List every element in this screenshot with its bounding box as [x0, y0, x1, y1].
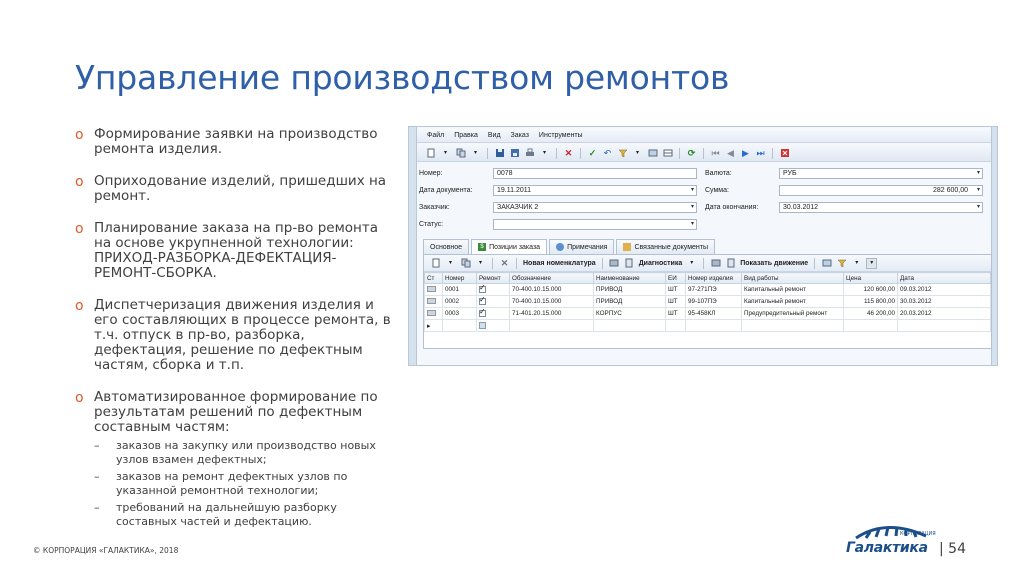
delete-icon[interactable]: ✕	[500, 257, 509, 268]
serial-cell[interactable]: 97-271ПЭ	[686, 284, 742, 296]
bullet-item	[75, 390, 395, 532]
chevron-down-icon[interactable]: ▾	[976, 187, 980, 193]
sum-label: Сумма:	[705, 187, 729, 194]
dispatch-icon[interactable]	[609, 258, 620, 269]
toolbar-separator	[703, 148, 704, 159]
move-icon[interactable]	[710, 258, 721, 269]
bullet-mark: o	[75, 390, 84, 406]
close-icon[interactable]	[779, 148, 790, 159]
number-field[interactable]: 0078	[493, 168, 697, 179]
tab-label: Позиции заказа	[489, 243, 541, 251]
empty-cell[interactable]	[477, 320, 510, 332]
menu-edit[interactable]: Правка	[454, 132, 478, 139]
empty-cell[interactable]	[443, 320, 477, 332]
status-field[interactable]	[493, 219, 697, 230]
new-nomenclature-button[interactable]: Новая номенклатура	[523, 259, 596, 267]
toolbar-separator	[492, 258, 493, 269]
status-cell	[425, 284, 443, 296]
toolbar-separator	[516, 258, 517, 269]
status-label: Статус:	[419, 221, 444, 228]
toolbar-separator	[814, 258, 815, 269]
toolbar-separator	[679, 148, 680, 159]
table-header-row	[425, 273, 991, 284]
empty-cell[interactable]	[742, 320, 844, 332]
tab-label: Примечания	[567, 243, 608, 251]
tab-label: Основное	[430, 243, 463, 251]
slide-title: Управление производством ремонтов	[75, 58, 730, 97]
sub-mark: –	[94, 439, 100, 452]
code-cell[interactable]: 70-400.10.15.000	[510, 296, 594, 308]
column-header[interactable]: Номер	[443, 273, 477, 284]
status-icon	[427, 310, 436, 316]
chevron-down-icon[interactable]: ▾	[478, 259, 482, 266]
toolbar-separator	[556, 148, 557, 159]
column-header[interactable]: Дата	[898, 273, 991, 284]
sub-mark: –	[94, 470, 100, 483]
name-cell[interactable]: ПРИВОД	[594, 296, 666, 308]
menu-order[interactable]: Заказ	[510, 132, 529, 139]
filter-icon[interactable]	[617, 148, 628, 159]
chevron-down-icon[interactable]: ▾	[690, 204, 694, 210]
tab-linked-documents[interactable]	[616, 239, 715, 254]
linked-documents-icon	[623, 243, 631, 251]
document-icon[interactable]	[624, 258, 635, 269]
logo-text: Галактика	[846, 540, 928, 556]
chevron-down-icon[interactable]: ▾	[635, 149, 639, 156]
price-cell[interactable]: 120 600,00	[844, 284, 898, 296]
sub-mark: –	[94, 501, 100, 514]
toolbar-separator	[772, 148, 773, 159]
bullet-text: Диспетчеризация движения изделия и его составляющих в процессе ремонта, в т.ч. отпуск в пр-во, разборка, дефектация, решение по дефектным частям, сборка и т.п.	[94, 297, 391, 373]
date-field[interactable]	[493, 185, 697, 196]
code-cell[interactable]: 71-401.20.15.000	[510, 308, 594, 320]
customer-field[interactable]	[493, 202, 697, 213]
status-icon	[427, 286, 436, 292]
sub-text: требований на дальнейшую разборку составных частей и дефектацию.	[116, 501, 337, 528]
bullet-mark: o	[75, 221, 84, 237]
serial-cell[interactable]: 99-107ПЭ	[686, 296, 742, 308]
status-icon	[427, 298, 436, 304]
bullet-mark: o	[75, 174, 84, 190]
currency-field[interactable]	[779, 168, 983, 179]
end-date-label: Дата окончания:	[705, 204, 759, 211]
tab-bar	[423, 239, 715, 254]
bullet-item	[75, 298, 395, 373]
toolbar-separator	[703, 258, 704, 269]
table-row[interactable]	[425, 284, 991, 296]
number-cell[interactable]: 0002	[443, 296, 477, 308]
chevron-down-icon[interactable]: ▾	[690, 221, 694, 227]
status-cell	[425, 308, 443, 320]
positions-grid	[423, 254, 992, 349]
approve-icon[interactable]: ✓	[588, 147, 597, 158]
copy-icon[interactable]	[455, 148, 466, 159]
positions-table	[424, 272, 991, 332]
tab-notes[interactable]	[549, 239, 614, 254]
repair-cell[interactable]	[477, 296, 510, 308]
last-record-icon[interactable]: ⏭	[756, 147, 765, 158]
new-document-icon[interactable]	[425, 148, 436, 159]
table-icon[interactable]	[662, 148, 673, 159]
app-window	[408, 126, 998, 366]
chevron-down-icon[interactable]: ▾	[443, 149, 447, 156]
chevron-down-icon[interactable]: ▾	[542, 149, 546, 156]
chevron-down-icon[interactable]: ▾	[690, 259, 694, 266]
new-row-icon[interactable]	[430, 258, 441, 269]
table-row[interactable]	[425, 308, 991, 320]
number-cell[interactable]: 0001	[443, 284, 477, 296]
column-header[interactable]: ЕИ	[666, 273, 686, 284]
save-all-icon[interactable]	[509, 148, 520, 159]
name-cell[interactable]: КОРПУС	[594, 308, 666, 320]
sub-list	[94, 439, 395, 529]
unit-cell[interactable]: ШТ	[666, 296, 686, 308]
unit-cell[interactable]: ШТ	[666, 284, 686, 296]
toolbar-separator	[580, 148, 581, 159]
grid-toolbar	[424, 255, 991, 272]
bullet-item	[75, 174, 395, 204]
menu-tools[interactable]: Инструменты	[538, 132, 583, 139]
chevron-down-icon[interactable]: ▾	[448, 259, 452, 266]
serial-cell[interactable]: 95-458КЛ	[686, 308, 742, 320]
customer-label: Заказчик:	[419, 204, 450, 211]
repair-checkbox[interactable]	[479, 298, 486, 305]
number-label: Номер:	[419, 170, 443, 177]
sum-value: 282 600,00	[932, 187, 968, 194]
column-header[interactable]: Ремонт	[477, 273, 510, 284]
row-pointer-cell: ▸	[425, 320, 443, 332]
previous-record-icon[interactable]: ◀	[727, 147, 734, 158]
menu-bar	[417, 129, 991, 143]
tab-order-positions[interactable]	[471, 239, 547, 254]
currency-label: Валюта:	[705, 170, 732, 177]
undo-icon[interactable]: ↶	[603, 147, 612, 158]
date-label: Дата документа:	[419, 187, 473, 194]
code-cell[interactable]: 70-400.10.15.000	[510, 284, 594, 296]
toolbar-separator	[487, 148, 488, 159]
empty-cell[interactable]	[898, 320, 991, 332]
work-type-cell[interactable]: Предупредительный ремонт	[742, 308, 844, 320]
currency-value: РУБ	[783, 170, 797, 177]
empty-cell[interactable]	[666, 320, 686, 332]
chevron-down-icon[interactable]: ▾	[855, 259, 859, 266]
repair-checkbox[interactable]	[479, 310, 486, 317]
export-icon[interactable]	[821, 258, 832, 269]
footer-copyright: © КОРПОРАЦИЯ «ГАЛАКТИКА», 2018	[33, 546, 179, 555]
empty-cell[interactable]	[844, 320, 898, 332]
table-row[interactable]	[425, 296, 991, 308]
sub-item	[94, 470, 395, 498]
status-cell	[425, 296, 443, 308]
column-header[interactable]: Номер изделия	[686, 273, 742, 284]
bullet-text: Автоматизированное формирование по результатам решений по дефектным составным частям:	[94, 389, 378, 435]
number-cell[interactable]: 0003	[443, 308, 477, 320]
empty-cell[interactable]	[686, 320, 742, 332]
column-header[interactable]: Наименование	[594, 273, 666, 284]
order-form	[417, 164, 991, 236]
tab-main[interactable]	[423, 239, 469, 254]
date-cell[interactable]: 09.03.2012	[898, 284, 991, 296]
filter-icon[interactable]	[836, 258, 847, 269]
work-type-cell[interactable]: Капитальный ремонт	[742, 284, 844, 296]
date-cell[interactable]: 30.03.2012	[898, 296, 991, 308]
repair-checkbox[interactable]	[479, 286, 486, 293]
bullet-item	[75, 127, 395, 157]
column-header[interactable]: Ст	[425, 273, 443, 284]
work-type-cell[interactable]: Капитальный ремонт	[742, 296, 844, 308]
delete-icon[interactable]: ✕	[564, 147, 573, 158]
bullet-mark: o	[75, 298, 84, 314]
refresh-icon[interactable]: ⟳	[687, 147, 696, 158]
name-cell[interactable]: ПРИВОД	[594, 284, 666, 296]
bullet-mark: o	[75, 127, 84, 143]
dollar-icon: $	[478, 243, 486, 251]
column-header[interactable]: Цена	[844, 273, 898, 284]
save-icon[interactable]	[494, 148, 505, 159]
left-frame	[409, 127, 417, 365]
bullet-text: Оприходование изделий, пришедших на ремонт.	[94, 173, 387, 204]
diagnostics-button[interactable]: Диагностика	[638, 259, 683, 267]
sub-item	[94, 439, 395, 467]
end-date-field[interactable]	[779, 202, 983, 213]
show-movement-button[interactable]: Показать движение	[740, 259, 809, 267]
bullet-list	[75, 127, 395, 549]
export-icon[interactable]	[647, 148, 658, 159]
main-toolbar	[417, 145, 991, 162]
chevron-down-icon[interactable]: ▾	[690, 187, 694, 193]
unit-cell[interactable]: ШТ	[666, 308, 686, 320]
customer-value: ЗАКАЗЧИК 2	[497, 204, 539, 211]
history-icon[interactable]	[725, 258, 736, 269]
column-header[interactable]: Обозначение	[510, 273, 594, 284]
repair-cell[interactable]	[477, 308, 510, 320]
repair-cell[interactable]	[477, 284, 510, 296]
date-cell[interactable]: 20.03.2012	[898, 308, 991, 320]
sub-item	[94, 501, 395, 529]
column-header[interactable]: Вид работы	[742, 273, 844, 284]
new-row[interactable]	[425, 320, 991, 332]
empty-cell[interactable]	[594, 320, 666, 332]
next-record-icon[interactable]: ▶	[742, 147, 749, 158]
chevron-down-icon[interactable]: ▾	[976, 204, 980, 210]
sub-text: заказов на закупку или производство новых узлов взамен дефектных;	[116, 439, 376, 466]
price-cell[interactable]: 115 800,00	[844, 296, 898, 308]
empty-cell[interactable]	[510, 320, 594, 332]
copy-icon[interactable]	[460, 258, 471, 269]
first-record-icon[interactable]: ⏮	[711, 147, 720, 158]
toolbar-separator	[602, 258, 603, 269]
date-value: 19.11.2011	[497, 187, 531, 194]
bullet-text: Формирование заявки на производство ремонта изделия.	[94, 126, 378, 157]
chevron-down-icon[interactable]: ▾	[473, 149, 477, 156]
sub-text: заказов на ремонт дефектных узлов по указанной ремонтной технологии;	[116, 470, 348, 497]
bullet-body	[94, 390, 395, 532]
bullet-text: Планирование заказа на пр-во ремонта на основе укрупненной технологии: ПРИХОД-РАЗБОРКА-ДЕФЕКТАЦИЯ-РЕМОНТ-СБОРКА.	[94, 220, 378, 281]
sum-field[interactable]	[779, 185, 983, 196]
menu-view[interactable]: Вид	[487, 132, 501, 139]
print-icon[interactable]	[524, 148, 535, 159]
chevron-down-icon[interactable]: ▾	[976, 170, 980, 176]
new-row-checkbox-icon[interactable]	[479, 322, 486, 329]
price-cell[interactable]: 46 200,00	[844, 308, 898, 320]
bullet-item	[75, 221, 395, 281]
notes-icon	[556, 243, 564, 251]
menu-file[interactable]: Файл	[427, 132, 445, 139]
page-number: | 54	[939, 541, 966, 557]
tab-label: Связанные документы	[634, 243, 709, 251]
options-icon[interactable]: ▾	[866, 258, 877, 269]
end-date-value: 30.03.2012	[783, 204, 819, 211]
logo-corp-text: КОРПОРАЦИЯ	[900, 531, 936, 537]
